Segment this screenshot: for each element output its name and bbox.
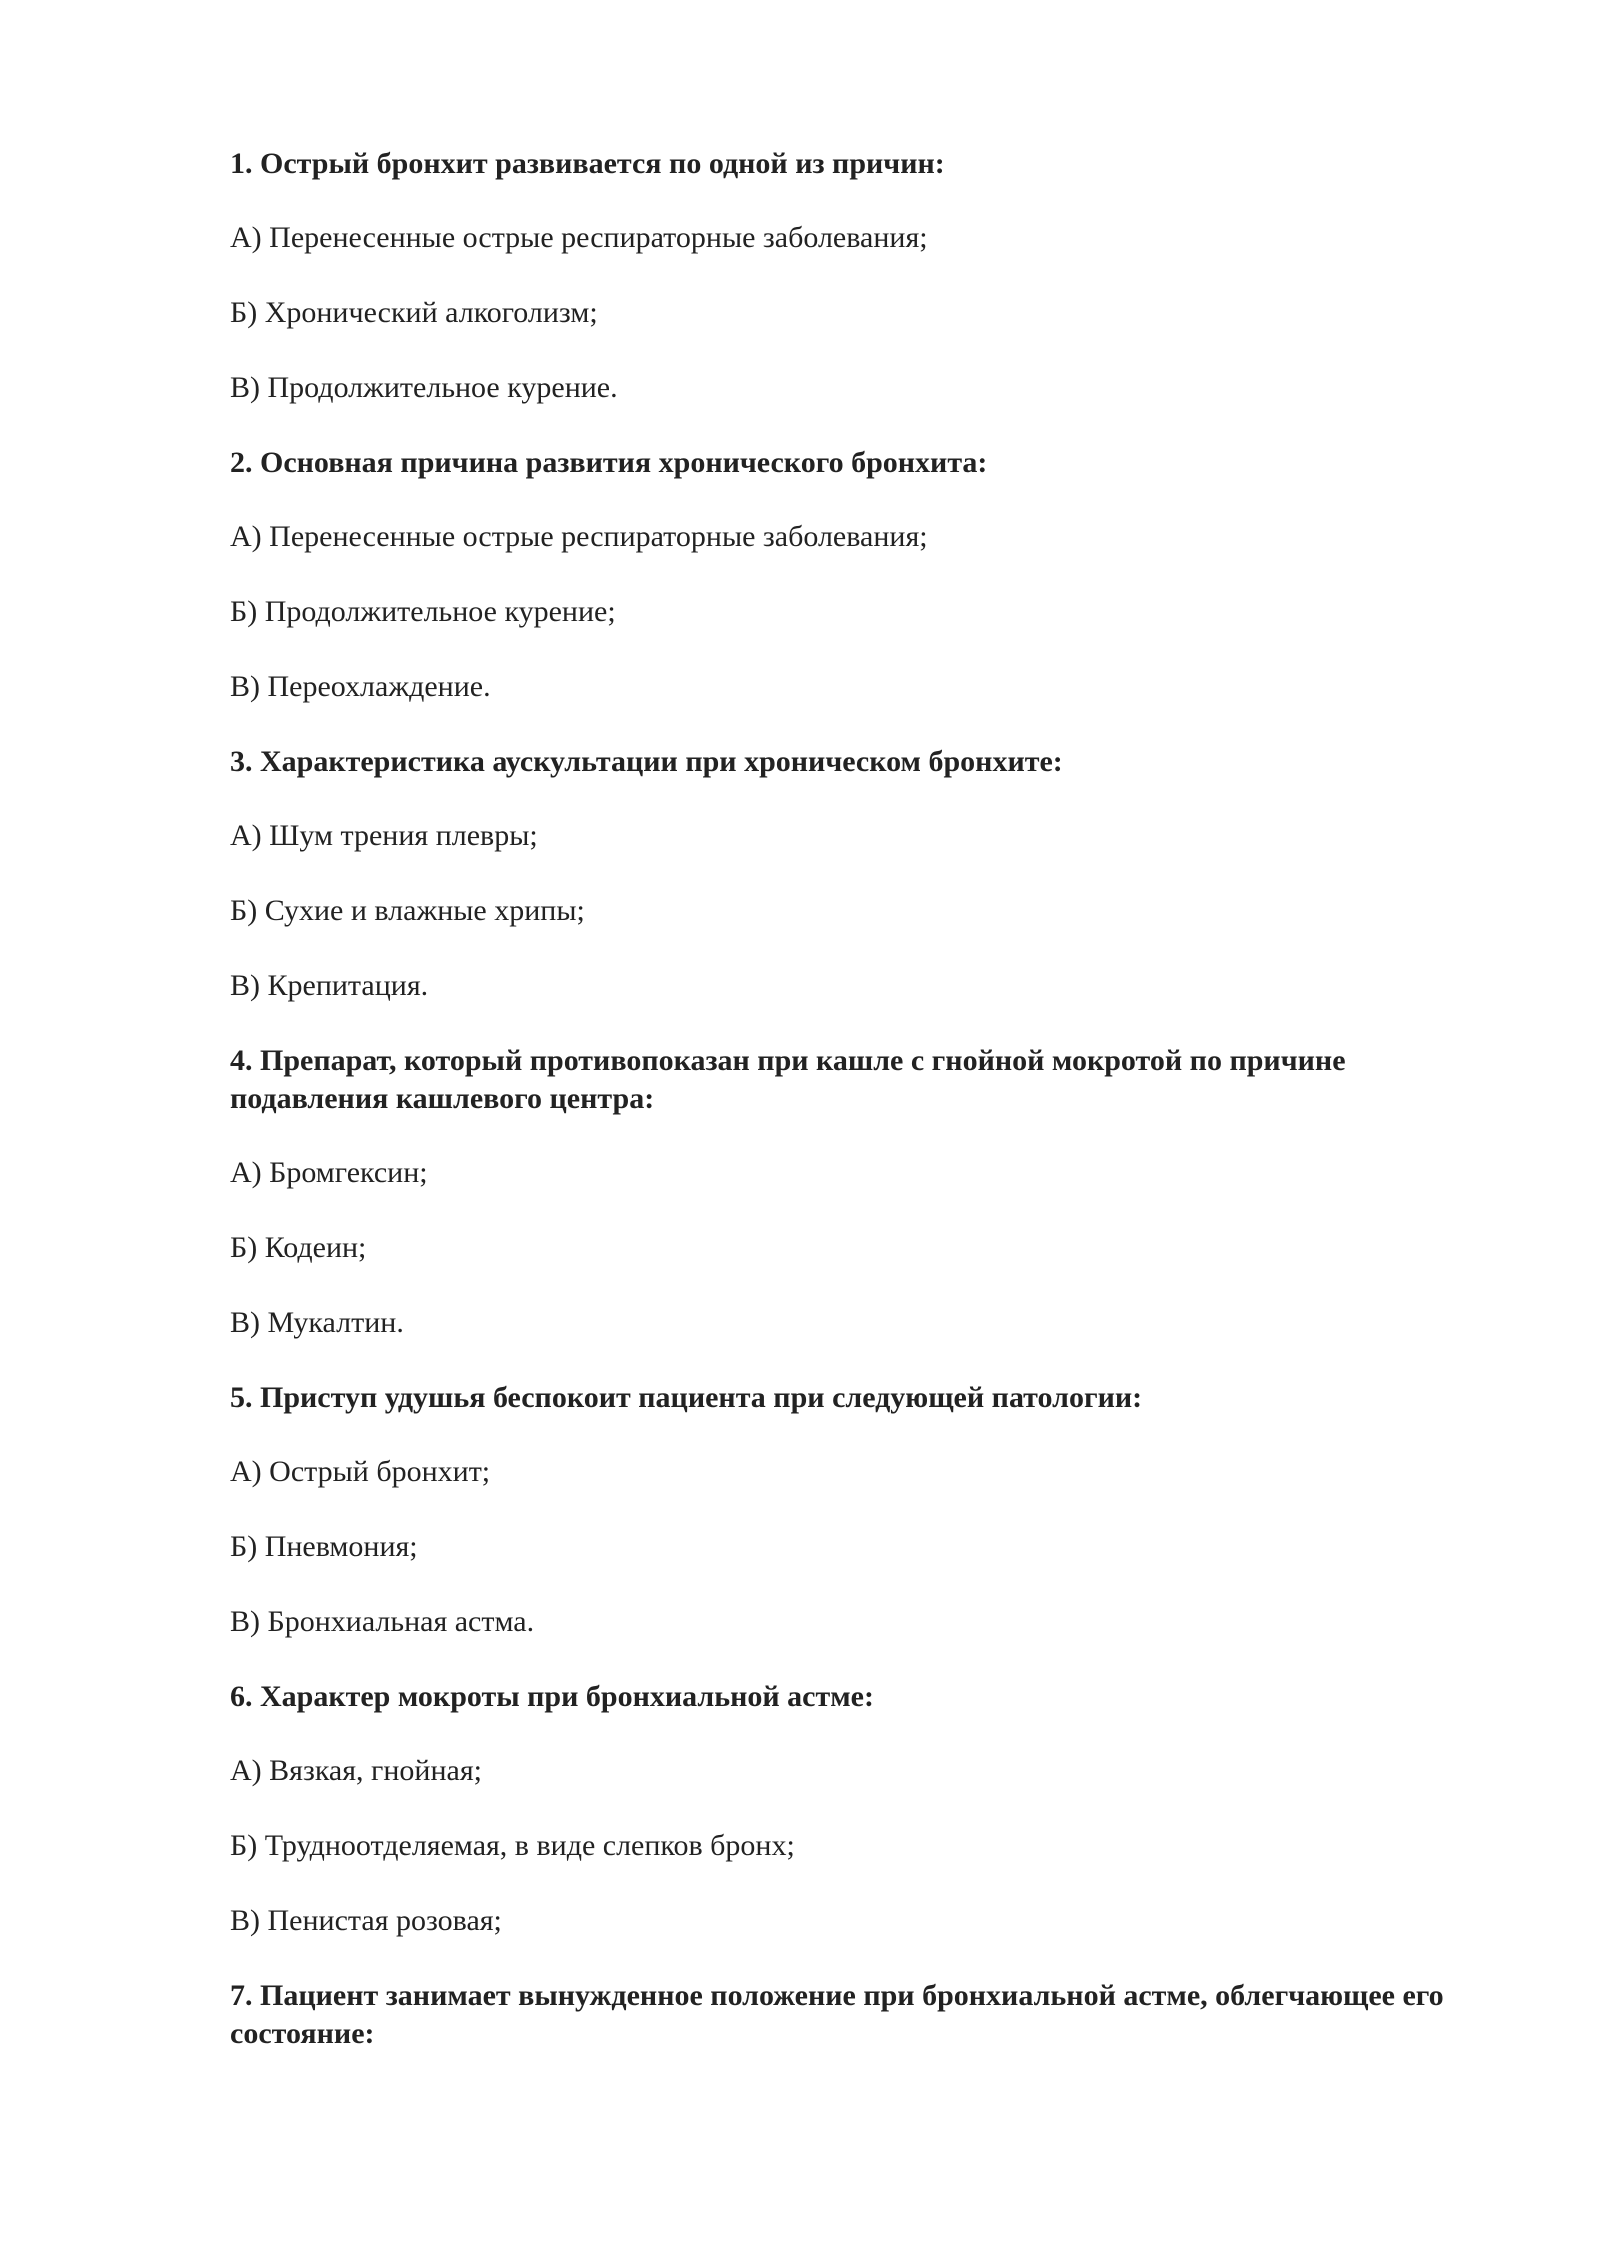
question-5: 5. Приступ удушья беспокоит пациента при следующей патологии: bbox=[230, 1381, 1143, 1414]
question-2-option-c: В) Переохлаждение. bbox=[230, 670, 491, 703]
question-2-option-b: Б) Продолжительное курение; bbox=[230, 595, 616, 628]
question-3: 3. Характеристика аускультации при хроническом бронхите: bbox=[230, 745, 1063, 778]
question-6-option-c: В) Пенистая розовая; bbox=[230, 1904, 502, 1937]
question-5-option-c: В) Бронхиальная астма. bbox=[230, 1605, 535, 1638]
question-4: 4. Препарат, который противопоказан при кашле с гнойной мокротой по причине подавления кашлевого центра: bbox=[230, 1044, 1346, 1115]
question-7: 7. Пациент занимает вынужденное положение при бронхиальной астме, облегчающее его состояние: bbox=[230, 1979, 1444, 2050]
document-body bbox=[230, 145, 1505, 2089]
question-3-option-b: Б) Сухие и влажные хрипы; bbox=[230, 894, 585, 927]
question-1: 1. Острый бронхит развивается по одной из причин: bbox=[230, 147, 945, 180]
question-1-option-a: А) Перенесенные острые респираторные заболевания; bbox=[230, 221, 928, 254]
question-3-option-c: В) Крепитация. bbox=[230, 969, 429, 1002]
question-2-option-a: А) Перенесенные острые респираторные заболевания; bbox=[230, 520, 928, 553]
question-4-option-a: А) Бромгексин; bbox=[230, 1156, 428, 1189]
question-4-option-b: Б) Кодеин; bbox=[230, 1231, 367, 1264]
question-1-option-b: Б) Хронический алкоголизм; bbox=[230, 296, 598, 329]
question-5-option-b: Б) Пневмония; bbox=[230, 1530, 418, 1563]
question-2: 2. Основная причина развития хронического бронхита: bbox=[230, 446, 988, 479]
question-5-option-a: А) Острый бронхит; bbox=[230, 1455, 491, 1488]
question-1-option-c: В) Продолжительное курение. bbox=[230, 371, 618, 404]
question-6: 6. Характер мокроты при бронхиальной астме: bbox=[230, 1680, 874, 1713]
question-3-option-a: А) Шум трения плевры; bbox=[230, 819, 538, 852]
question-6-option-a: А) Вязкая, гнойная; bbox=[230, 1754, 482, 1787]
question-4-option-c: В) Мукалтин. bbox=[230, 1306, 404, 1339]
question-6-option-b: Б) Трудноотделяемая, в виде слепков бронх; bbox=[230, 1829, 795, 1862]
